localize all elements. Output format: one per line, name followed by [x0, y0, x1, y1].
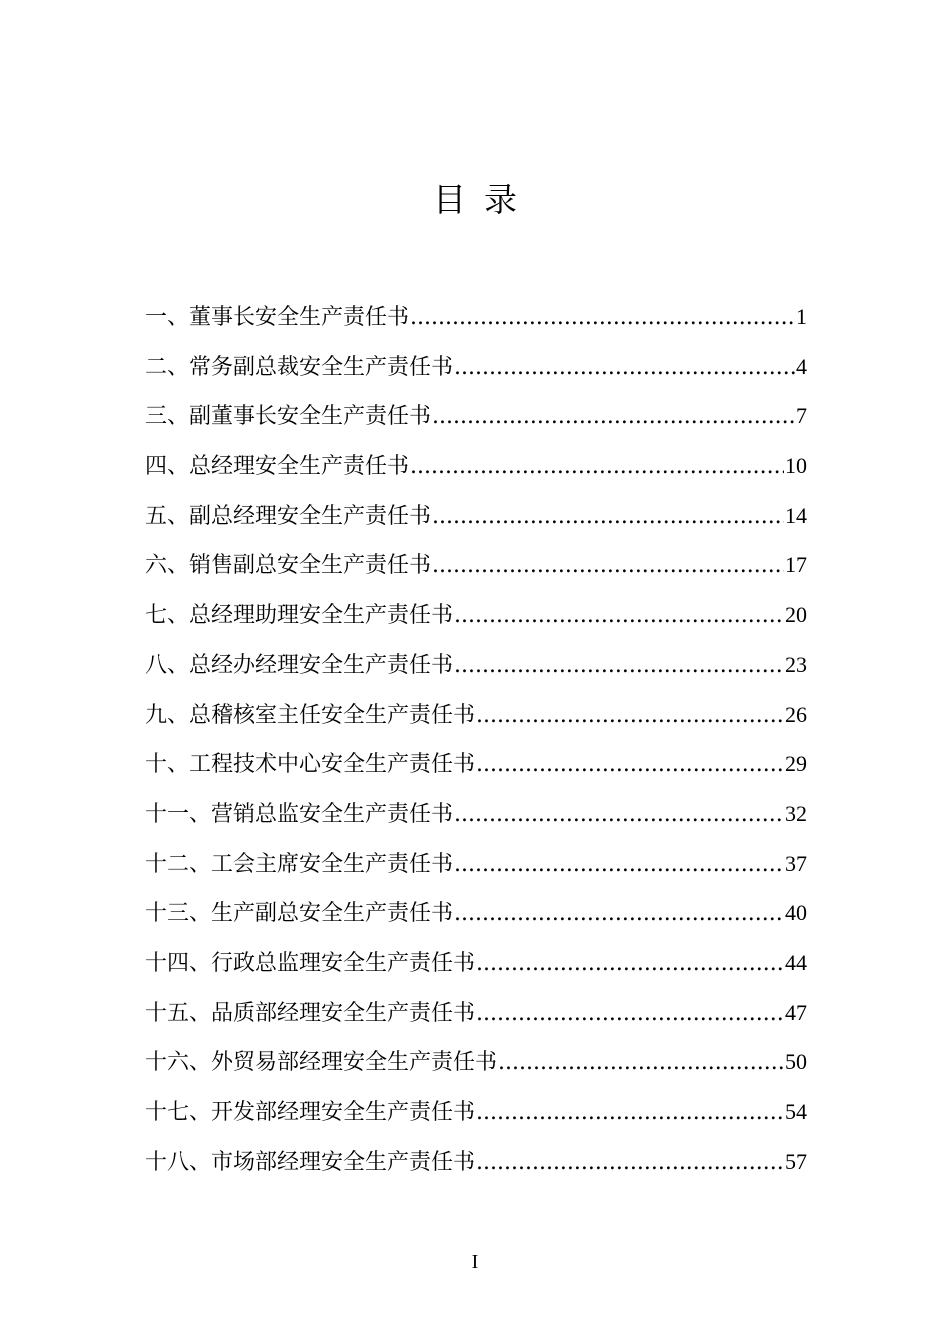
- toc-entry-page: 7: [796, 403, 807, 429]
- toc-entry-page: 26: [785, 701, 807, 727]
- toc-entry[interactable]: [145, 441, 807, 491]
- toc-entry-page: 32: [785, 800, 807, 826]
- toc-entry-page: 54: [785, 1099, 807, 1124]
- toc-entry[interactable]: [145, 888, 807, 938]
- toc-entry-label: 十、工程技术中心安全生产责任书: [145, 752, 476, 778]
- toc-entry-page: 57: [785, 1148, 807, 1174]
- toc-entry-label: 十四、行政总监理安全生产责任书: [145, 950, 476, 976]
- toc-dot-leader: [476, 740, 784, 790]
- toc-dot-leader: [476, 989, 784, 1039]
- toc-entry-label: 十一、营销总监安全生产责任书: [145, 801, 454, 827]
- toc-entry-label: 三、副董事长安全生产责任书: [145, 404, 432, 430]
- toc-entry-label: 十五、品质部经理安全生产责任书: [145, 1000, 476, 1026]
- toc-entry-label: 六、销售副总安全生产责任书: [145, 553, 432, 579]
- toc-entry-label: 四、总经理安全生产责任书: [145, 454, 410, 480]
- toc-entry-label: 一、董事长安全生产责任书: [145, 305, 410, 330]
- toc-dot-leader: [432, 492, 784, 542]
- toc-dot-leader: [410, 293, 795, 343]
- toc-entry-label: 五、副总经理安全生产责任书: [145, 503, 432, 529]
- toc-entry[interactable]: [145, 640, 807, 690]
- toc-entry-label: 十三、生产副总安全生产责任书: [145, 901, 454, 927]
- toc-entry-page: 20: [785, 602, 807, 628]
- toc-entry-page: 40: [785, 900, 807, 926]
- toc-entry[interactable]: [145, 739, 807, 789]
- toc-dot-leader: [432, 392, 795, 442]
- toc-entry[interactable]: [145, 1037, 807, 1087]
- toc-entry-page: 47: [785, 999, 807, 1025]
- toc-entry[interactable]: [145, 839, 807, 889]
- toc-entry-label: 九、总稽核室主任安全生产责任书: [145, 702, 476, 728]
- toc-dot-leader: [454, 343, 795, 393]
- toc-dot-leader: [498, 1038, 784, 1088]
- toc-entry-page: 50: [785, 1049, 807, 1075]
- toc-entry[interactable]: [145, 342, 807, 392]
- toc-entry-page: 4: [796, 353, 807, 379]
- toc-dot-leader: [476, 691, 784, 741]
- toc-entry-label: 七、总经理助理安全生产责任书: [145, 603, 454, 629]
- toc-entry[interactable]: [145, 938, 807, 988]
- toc-entry[interactable]: [145, 491, 807, 541]
- toc-entry-label: 十八、市场部经理安全生产责任书: [145, 1149, 476, 1175]
- toc-entry-label: 二、常务副总裁安全生产责任书: [145, 354, 454, 380]
- toc-entry[interactable]: [145, 789, 807, 839]
- toc-entry[interactable]: [145, 988, 807, 1038]
- toc-entry[interactable]: [145, 690, 807, 740]
- toc-dot-leader: [476, 939, 784, 989]
- toc-entry-page: 1: [796, 304, 807, 329]
- toc-dot-leader: [454, 591, 784, 641]
- toc-entry-page: 23: [785, 651, 807, 677]
- toc-entry-label: 十二、工会主席安全生产责任书: [145, 851, 454, 877]
- toc-entry[interactable]: [145, 540, 807, 590]
- toc-dot-leader: [454, 840, 784, 890]
- toc-dot-leader: [410, 442, 784, 492]
- toc-entry[interactable]: [145, 590, 807, 640]
- toc-dot-leader: [454, 889, 784, 939]
- toc-dot-leader: [454, 641, 784, 691]
- footer-page-number: I: [471, 1251, 479, 1273]
- toc-dot-leader: [476, 1138, 784, 1188]
- toc-entry-label: 十六、外贸易部经理安全生产责任书: [145, 1050, 498, 1076]
- toc-dot-leader: [432, 541, 784, 591]
- toc-entry-page: 10: [785, 453, 807, 479]
- toc-entry[interactable]: [145, 1087, 807, 1137]
- page-title: 目录: [433, 180, 535, 219]
- toc-dot-leader: [476, 1088, 784, 1138]
- toc-entry-page: 44: [785, 949, 807, 975]
- toc-entry[interactable]: [145, 1137, 807, 1187]
- toc-entry-label: 十七、开发部经理安全生产责任书: [145, 1100, 476, 1125]
- table-of-contents: [145, 292, 807, 1186]
- toc-entry-page: 29: [785, 751, 807, 777]
- toc-entry-page: 14: [785, 502, 807, 528]
- toc-entry-label: 八、总经办经理安全生产责任书: [145, 652, 454, 678]
- toc-entry-page: 37: [785, 850, 807, 876]
- toc-entry[interactable]: [145, 292, 807, 342]
- toc-dot-leader: [454, 790, 784, 840]
- toc-entry[interactable]: [145, 391, 807, 441]
- toc-entry-page: 17: [785, 552, 807, 578]
